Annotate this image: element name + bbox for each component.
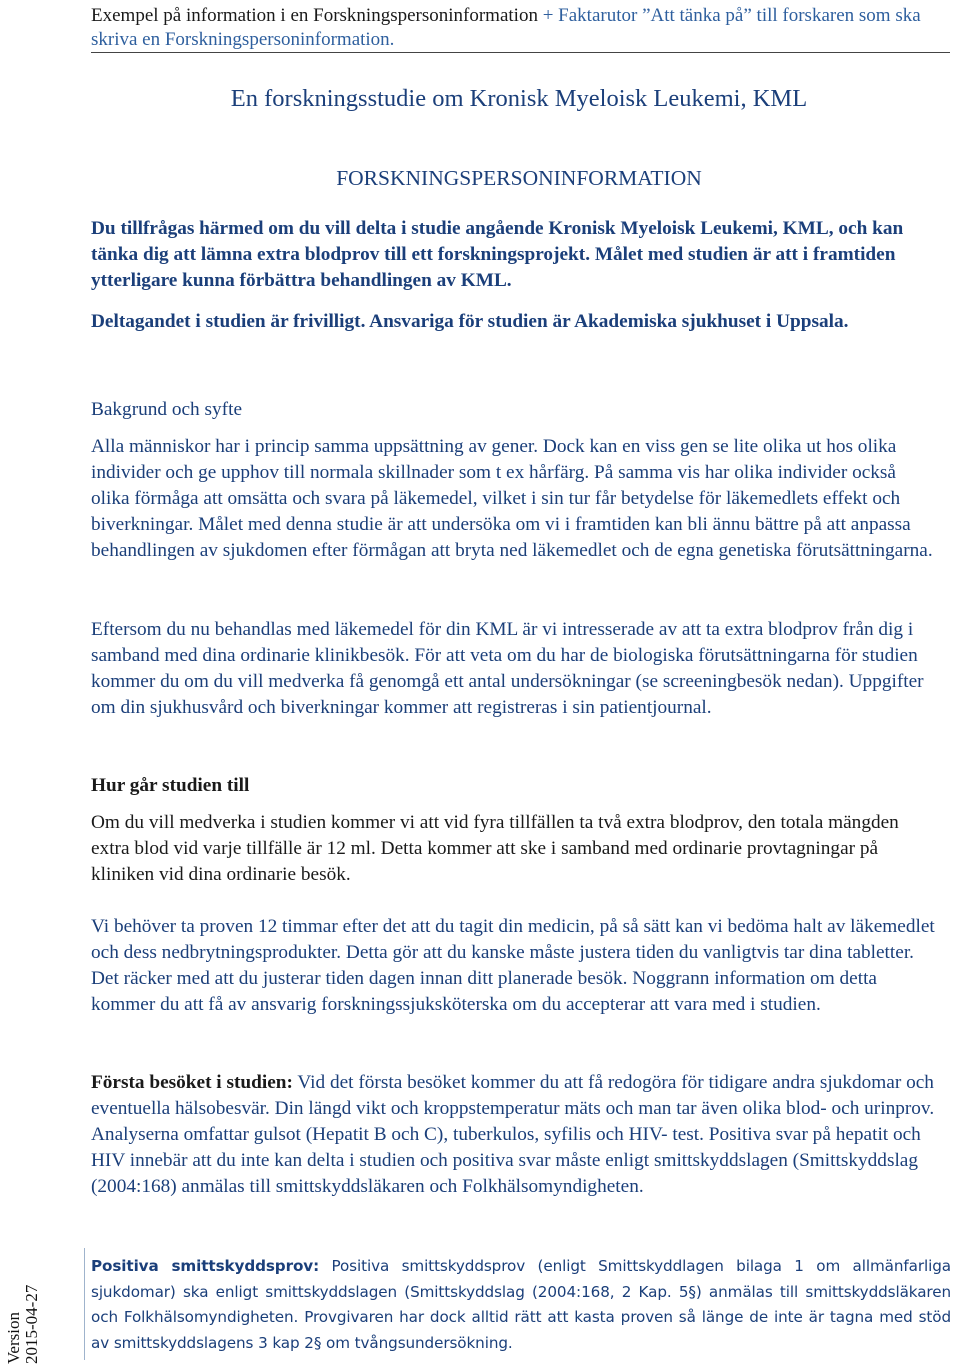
factbox-lead: Positiva smittskyddsprov: (91, 1257, 320, 1275)
first-visit-text: Vid det första besöket kommer du att få redogöra för tidigare andra sjukdomar och eventuella hälsobesvär. Din längd vikt och kroppstemperatur mäts och man tar även olika blod- och urinprov. Analyserna omfattar gulsot (Hepatit B och C), tuberkulos, syfilis och HIV- test. Positiva svar på hepatit och HIV innebär att du inte kan delta i studien och positiva svar måste enligt smittskyddslagen (Smittskyddslag (2004:168) anmälas till smittskyddsläkaren och Folkhälsomyndigheten. (91, 1072, 935, 1198)
header-text: Exempel på information i en Forskningspersoninformation (91, 5, 538, 26)
section-heading-background: Bakgrund och syfte (91, 399, 243, 420)
background-paragraph-1 (91, 434, 939, 564)
first-visit-lead: Första besöket i studien: (91, 1072, 293, 1093)
factbox-text: Positiva smittskyddsprov (enligt Smittskyddlagen bilaga 1 om allmänfarliga sjukdomar) ska enligt smittskyddslagen (Smittskyddslag (2004:168, 2 Kap. 5§) anmälas till smittskyddsläkaren och Folkhälsomyndigheten. Provgivaren har dock alltid rätt att kasta proven så länge de inte är tagna med stöd av smittskyddslagens 3 kap 2§ om tvångsundersökning. (91, 1257, 951, 1352)
intro-paragraph-2: Deltagandet i studien är frivilligt. Ansvariga för studien är Akademiska sjukhuset i Uppsala. (91, 311, 849, 332)
header-accent-text: + Faktarutor ”Att tänka på” till forskaren som ska skriva en Forskningspersoninformation. (91, 5, 921, 50)
document-subtitle: FORSKNINGSPERSONINFORMATION (336, 166, 702, 190)
first-visit-paragraph (91, 1070, 939, 1200)
header-divider (91, 52, 950, 53)
background-paragraph-1-text: Alla människor har i princip samma uppsättning av gener. Dock kan en viss gen se lite olika ut hos olika individer och ge upphov till normala skillnader som t ex hårfärg. På samma vis har olika individer också olika förmåga att omsätta och svara på läkemedel, vilket i sin tur får betydelse för läkemedlets effekt och biverkningar. Målet med denna studie är att undersöka om vi i framtiden kan bli ännu bättre på att anpassa behandlingen av sjukdomen efter förmågan att bryta ned läkemedlet och de egna genetiska förutsättningarna. (91, 436, 933, 562)
page-header (91, 4, 951, 52)
factbox-divider (84, 1248, 85, 1360)
intro-paragraph-1: Du tillfrågas härmed om du vill delta i studie angående Kronisk Myeloisk Leukemi, KML, och kan tänka dig att lämna extra blodprov till ett forskningsprojekt. Målet med studien är att i framtiden ytterligare kunna förbättra behandlingen av KML. (91, 218, 904, 292)
background-paragraph-2: Eftersom du nu behandlas med läkemedel för din KML är vi intresserade av att ta extra blodprov från dig i samband med dina ordinarie klinikbesök. För att veta om du har de biologiska förutsättningarna för studien kommer du om du vill medverka få genomgå ett antal undersökningar (se screeningbesök nedan). Uppgifter om din sjukhusvård och biverkningar kommer att registreras i sin patientjournal. (91, 619, 924, 719)
procedure-paragraph-1: Om du vill medverka i studien kommer vi att vid fyra tillfällen ta två extra blodprov, den totala mängden extra blod vid varje tillfälle är 12 ml. Detta kommer att ske i samband med ordinarie provtagningar på kliniken vid dina ordinarie besök. (91, 812, 899, 886)
procedure-paragraph-2: Vi behöver ta proven 12 timmar efter det att du tagit din medicin, på så sätt kan vi bedöma halt av läkemedlet och dess nedbrytningsprodukter. Detta gör att du kanske måste justera tiden du vanligtvis tar dina tabletter. Det räcker med att du justerar tiden dagen innan ditt planerade besök. Noggrann information om detta kommer du att få av ansvarig forskningssjuksköterska om du accepterar att vara med i studien. (91, 916, 935, 1016)
document-title: En forskningsstudie om Kronisk Myeloisk Leukemi, KML (230, 85, 808, 112)
version-sidebar (0, 1270, 46, 1364)
version-date: 2015-04-27 (22, 1284, 41, 1364)
version-label: Version (4, 1312, 23, 1364)
factbox-positive-tests (91, 1254, 951, 1356)
section-heading-procedure: Hur går studien till (91, 775, 250, 796)
